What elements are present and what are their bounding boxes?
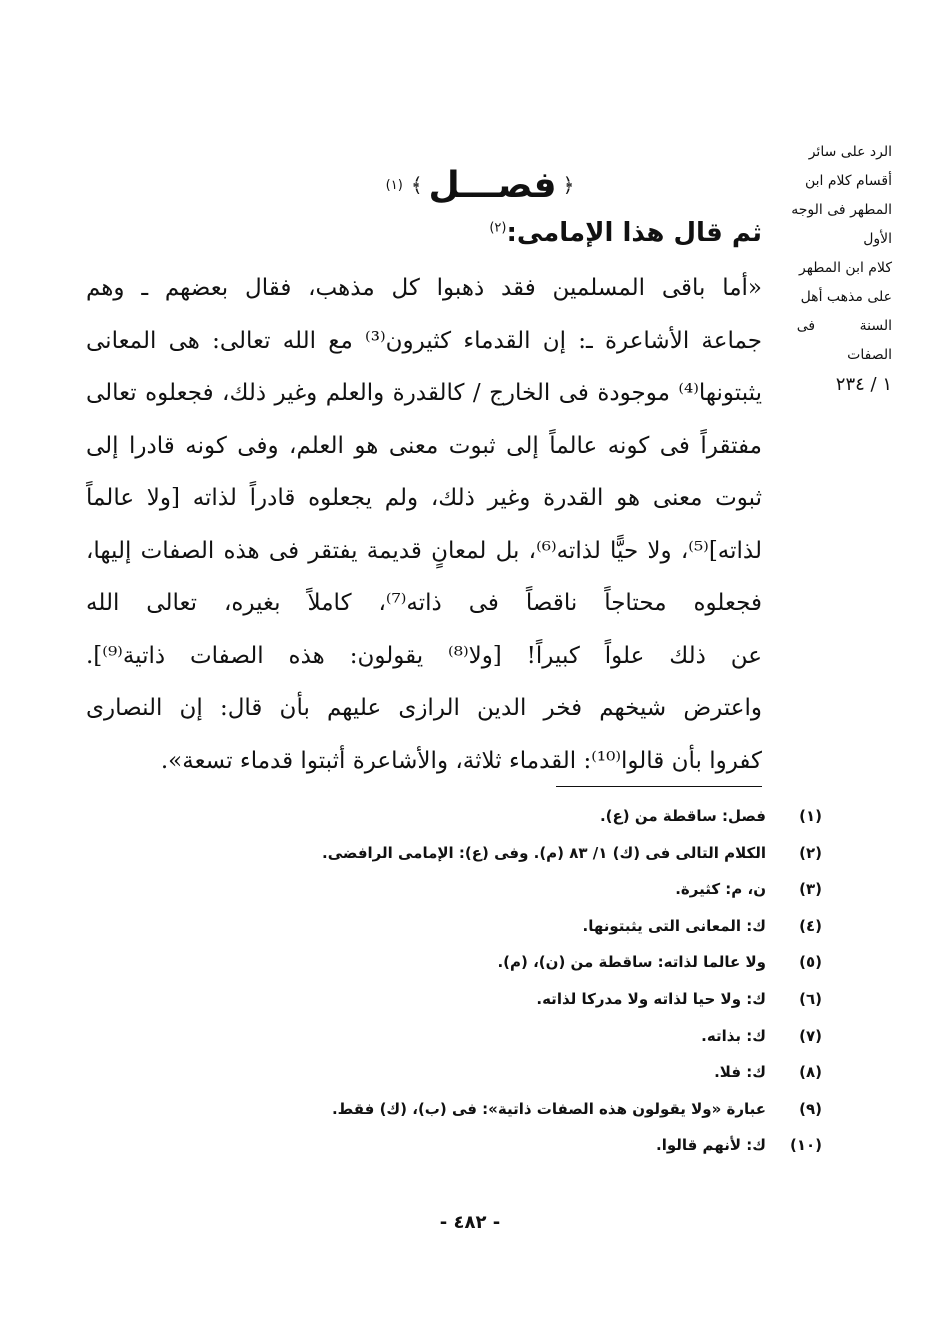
footnote-number: (٩) [799, 1099, 822, 1118]
intro-text: ثم قال هذا الإمامى: [506, 218, 762, 248]
footnote-item [122, 908, 822, 945]
footnote-number: (٨) [799, 1063, 822, 1082]
margin-notes [780, 138, 892, 399]
footnote-marker: (٢) [489, 220, 507, 236]
footnote-text: ك: فلا. [714, 1063, 766, 1082]
footnote-number: (٦) [799, 989, 822, 1008]
footnotes-list [122, 798, 822, 1164]
margin-note-line: الرد على سائر [808, 144, 892, 160]
footnote-text: الكلام التالى فى (ك) ١/ ٨٣ (م). وفى (ع): الإمامى الرافضى. [322, 843, 766, 862]
body-line: كفروا بأن قالوا⁽¹⁰⁾: القدماء ثلاثة، والأشاعرة أثبتوا قدماء تسعة». [160, 747, 762, 774]
body-line: ثبوت معنى هو القدرة وغير ذلك، ولم يجعلوه قادراً لذاته [ولا عالماً [86, 485, 762, 511]
body-line: عن ذلك علواً كبيراً! [ولا⁽⁸⁾ يقولون: هذه الصفات ذاتية⁽⁹⁾]. [86, 642, 762, 669]
footnote-text: ك: ولا حيا لذاته ولا مدركا لذاته. [536, 989, 766, 1008]
footnote-marker: (١) [385, 177, 403, 193]
section-heading [360, 155, 600, 215]
intro-line [282, 218, 762, 248]
margin-note-line: على مذهب أهل [800, 289, 892, 305]
footnote-item [122, 1127, 822, 1164]
body-line: فجعلوه محتاجاً ناقصاً فى ذاته⁽⁷⁾، كاملاً بغيره، تعالى الله [86, 590, 762, 616]
margin-note-line: كلام ابن المطهر [799, 260, 892, 276]
footnote-item [122, 798, 822, 835]
footnote-item [122, 835, 822, 872]
margin-note-line: الصفات [847, 347, 892, 363]
margin-note-line: أقسام كلام ابن [804, 173, 892, 189]
ornament-left: ﴾ [410, 173, 423, 197]
body-line: جماعة الأشاعرة ـ: إن القدماء كثيرون⁽³⁾ مع الله تعالى: هى المعانى [86, 327, 762, 354]
body-line: مفتقراً فى كونه عالماً إلى ثبوت معنى هو العلم، وفى كونه قادرا إلى [86, 432, 762, 459]
margin-page-reference: ١ / ٢٣٤ [835, 374, 892, 395]
footnote-text: ولا عالما لذاته: ساقطة من (ن)، (م). [497, 953, 766, 972]
footnote-text: فصل: ساقطة من (ع). [599, 807, 766, 825]
body-line: واعترض شيخهم فخر الدين الرازى عليهم بأن قال: إن النصارى [86, 695, 762, 721]
footnote-number: (٣) [799, 880, 822, 899]
footnote-text: ك: بذاته. [701, 1026, 766, 1045]
footnote-item [122, 1091, 822, 1128]
footnote-text: ن، م: كثيرة. [675, 880, 766, 899]
footnote-number: (٥) [799, 953, 822, 972]
footnote-number: (٢) [799, 843, 822, 862]
footnote-text: ك: لأنهم قالوا. [656, 1136, 766, 1155]
footnote-item [122, 871, 822, 908]
footnote-item [122, 981, 822, 1018]
footnote-divider [556, 786, 762, 787]
page-number: - ٤٨٢ - [439, 1212, 501, 1233]
footnote-number: (١٠) [789, 1136, 822, 1155]
footnote-item [122, 1018, 822, 1055]
ornament-right: ﴿ [562, 173, 575, 197]
margin-note-line: الأول [863, 231, 892, 247]
body-paragraph [86, 262, 762, 787]
footnote-number: (١) [799, 807, 822, 825]
footnote-text: ك: المعانى التى يثبتونها. [582, 916, 766, 935]
footnote-item [122, 1054, 822, 1091]
footnote-number: (٧) [799, 1026, 822, 1045]
footnote-number: (٤) [799, 916, 822, 935]
footnote-item [122, 944, 822, 981]
footnote-text: عبارة «ولا يقولون هذه الصفات ذاتية»: فى (ب)، (ك) فقط. [331, 1099, 766, 1118]
body-line: «أما باقى المسلمين فقد ذهبوا كل مذهب، فقال بعضهم ـ وهم [86, 275, 762, 301]
margin-note-line: السنة فى [796, 318, 892, 334]
margin-note-line: المطهر فى الوجه [791, 202, 892, 218]
body-line: لذاته]⁽⁵⁾، ولا حيًّا لذاته⁽⁶⁾، بل لمعانٍ قديمة يفتقر فى هذه الصفات إليها، [86, 537, 762, 564]
body-line: يثبتونها⁽⁴⁾ موجودة فى الخارج / كالقدرة والعلم وغير ذلك، فجعلوه تعالى [86, 380, 762, 406]
section-title: فصـــل [428, 164, 557, 206]
